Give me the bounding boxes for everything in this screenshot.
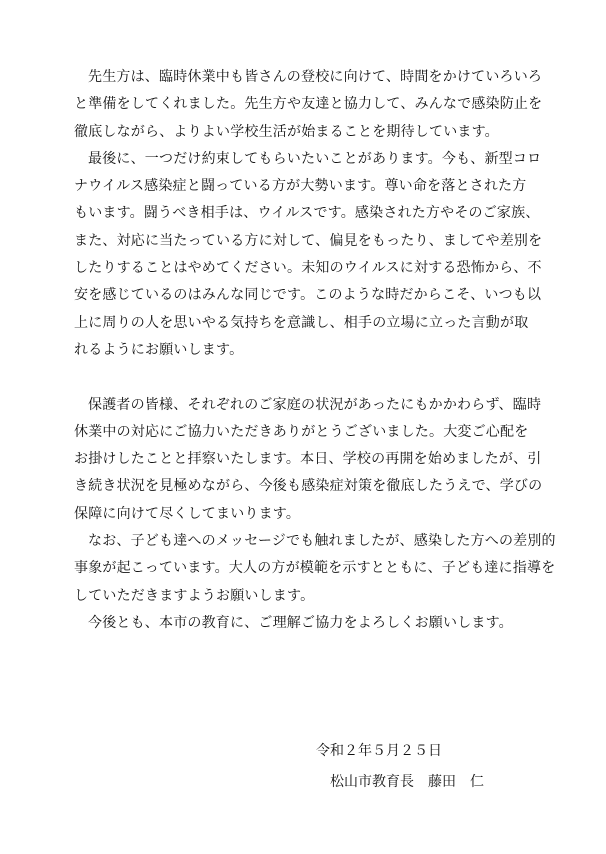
text-line: もいます。闘うべき相手は、ウイルスです。感染された方やそのご家族、 bbox=[74, 205, 540, 222]
text-line: なお、子ども達へのメッセージでも触れましたが、感染した方への差別的 bbox=[88, 533, 556, 550]
document-date: 令和２年５月２５日 bbox=[316, 743, 442, 759]
paragraph-spacer bbox=[74, 364, 544, 391]
paragraph-promise-no-discrimination bbox=[74, 146, 544, 364]
text-line: したりすることはやめてください。未知のウイルスに対する恐怖から、不 bbox=[74, 260, 542, 277]
text-line: 安を感じているのはみんな同じです。このような時だからこそ、いつも以 bbox=[74, 287, 542, 304]
text-line: 最後に、一つだけ約束してもらいたいことがあります。今も、新型コロ bbox=[88, 150, 542, 167]
text-line: と準備をしてくれました。先生方や友達と協力して、みんなで感染防止を bbox=[74, 96, 543, 113]
text-line: 上に周りの人を思いやる気持ちを意識し、相手の立場に立った言動が取 bbox=[74, 314, 529, 331]
signer-name: 松山市教育長 藤田 仁 bbox=[330, 774, 484, 790]
paragraph-closing-request bbox=[74, 610, 544, 637]
text-line: ナウイルス感染症と闘っている方が大勢います。尊い命を落とされた方 bbox=[74, 178, 527, 195]
text-line: 保護者の皆様、それぞれのご家庭の状況があったにもかかわらず、臨時 bbox=[88, 396, 542, 413]
text-line: 先生方は、臨時休業中も皆さんの登校に向けて、時間をかけていろいろ bbox=[88, 69, 543, 85]
text-line: していただきますようお願いします。 bbox=[74, 587, 315, 604]
text-line: れるようにお願いします。 bbox=[74, 341, 244, 358]
text-line: 今後とも、本市の教育に、ご理解ご協力をよろしくお願いします。 bbox=[88, 614, 513, 631]
text-line: 事象が起こっています。大人の方が模範を示すとともに、子ども達に指導を bbox=[74, 560, 556, 577]
text-line: 休業中の対応にご協力いただきありがとうございました。大変ご心配を bbox=[74, 423, 529, 440]
paragraph-guardians-guidance bbox=[74, 528, 556, 610]
text-line: また、対応に当たっている方に対して、偏見をもったり、ましてや差別を bbox=[74, 232, 543, 249]
text-line: き続き状況を見極めながら、今後も感染症対策を徹底したうえで、学びの bbox=[74, 478, 543, 495]
paragraph-guardians-thanks bbox=[74, 392, 544, 528]
text-line: 徹底しながら、よりよい学校生活が始まることを期待しています。 bbox=[74, 123, 499, 140]
text-line: 保障に向けて尽くしてまいります。 bbox=[74, 505, 301, 522]
paragraph-teachers-preparation bbox=[74, 64, 544, 146]
text-line: お掛けしたことと拝察いたします。本日、学校の再開を始めましたが、引 bbox=[74, 451, 542, 468]
letter-body bbox=[74, 64, 556, 637]
